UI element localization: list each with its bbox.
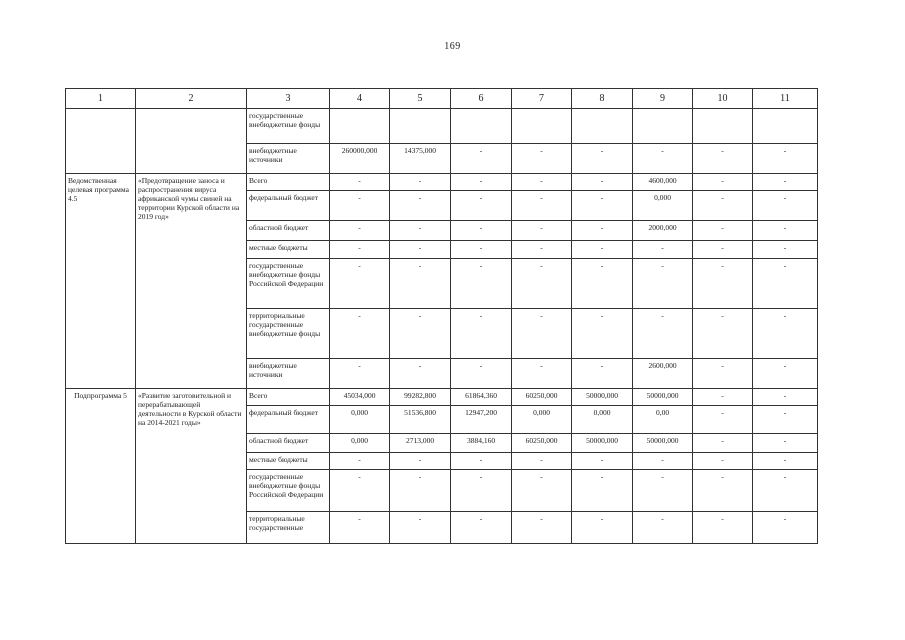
amount-cell: - [693, 359, 753, 389]
amount-cell [512, 109, 572, 144]
column-header: 5 [390, 89, 451, 109]
amount-cell: 260000,000 [330, 144, 390, 174]
amount-cell: - [390, 359, 451, 389]
column-header: 7 [512, 89, 572, 109]
amount-cell: - [512, 309, 572, 359]
amount-cell: - [512, 512, 572, 544]
amount-cell: 4600,000 [633, 174, 693, 191]
amount-cell: - [451, 453, 512, 470]
amount-cell: - [633, 470, 693, 512]
table-row [66, 109, 818, 144]
column-header: 8 [572, 89, 633, 109]
amount-cell: - [753, 174, 818, 191]
amount-cell: - [451, 241, 512, 259]
amount-cell: - [512, 241, 572, 259]
amount-cell: - [753, 512, 818, 544]
page-number: 169 [444, 41, 461, 52]
amount-cell: 3884,160 [451, 434, 512, 453]
amount-cell: - [390, 241, 451, 259]
amount-cell: - [451, 191, 512, 221]
amount-cell: 61864,360 [451, 389, 512, 406]
amount-cell: - [572, 470, 633, 512]
amount-cell: 2713,000 [390, 434, 451, 453]
amount-cell: - [330, 221, 390, 241]
column-header: 9 [633, 89, 693, 109]
amount-cell: - [693, 470, 753, 512]
amount-cell: - [753, 259, 818, 309]
funding-source-cell: внебюджетные источники [247, 359, 330, 389]
funding-source-cell: областной бюджет [247, 434, 330, 453]
amount-cell: - [330, 470, 390, 512]
amount-cell: - [330, 259, 390, 309]
amount-cell: - [451, 309, 512, 359]
amount-cell: - [512, 470, 572, 512]
column-header: 4 [330, 89, 390, 109]
amount-cell: - [693, 191, 753, 221]
amount-cell: - [512, 259, 572, 309]
amount-cell: 12947,200 [451, 406, 512, 434]
amount-cell: - [693, 174, 753, 191]
amount-cell: - [512, 174, 572, 191]
amount-cell: - [390, 512, 451, 544]
amount-cell: - [572, 512, 633, 544]
program-name-cell [136, 109, 247, 174]
amount-cell: - [390, 191, 451, 221]
amount-cell: - [451, 174, 512, 191]
amount-cell: - [330, 359, 390, 389]
amount-cell: - [390, 259, 451, 309]
budget-table [65, 88, 818, 544]
amount-cell: - [451, 470, 512, 512]
amount-cell: - [693, 453, 753, 470]
amount-cell: - [753, 434, 818, 453]
amount-cell: - [633, 309, 693, 359]
amount-cell: - [512, 453, 572, 470]
amount-cell: - [693, 309, 753, 359]
amount-cell [390, 109, 451, 144]
funding-source-cell: местные бюджеты [247, 241, 330, 259]
amount-cell: - [693, 259, 753, 309]
amount-cell: - [451, 144, 512, 174]
amount-cell: - [512, 359, 572, 389]
amount-cell: 50000,000 [572, 434, 633, 453]
amount-cell [633, 109, 693, 144]
amount-cell: - [572, 191, 633, 221]
amount-cell: - [693, 512, 753, 544]
amount-cell [451, 109, 512, 144]
table-row [66, 174, 818, 191]
column-header: 10 [693, 89, 753, 109]
amount-cell: - [572, 359, 633, 389]
amount-cell: 0,000 [330, 406, 390, 434]
amount-cell: - [753, 453, 818, 470]
amount-cell: - [330, 241, 390, 259]
amount-cell: - [753, 359, 818, 389]
funding-source-cell: государственные внебюджетные фонды Российской Федерации [247, 259, 330, 309]
column-header: 6 [451, 89, 512, 109]
amount-cell: - [330, 174, 390, 191]
amount-cell: 50000,000 [572, 389, 633, 406]
funding-source-cell: Всего [247, 174, 330, 191]
column-number-row [66, 89, 818, 109]
amount-cell: - [693, 406, 753, 434]
amount-cell: - [572, 453, 633, 470]
funding-source-cell: внебюджетные источники [247, 144, 330, 174]
amount-cell: 14375,000 [390, 144, 451, 174]
amount-cell: - [390, 221, 451, 241]
amount-cell: - [693, 241, 753, 259]
amount-cell [330, 109, 390, 144]
amount-cell: 60250,000 [512, 434, 572, 453]
amount-cell: - [753, 406, 818, 434]
program-status-cell: Ведомственная целевая программа 4.5 [66, 174, 136, 389]
amount-cell: 0,000 [572, 406, 633, 434]
amount-cell: - [330, 191, 390, 221]
amount-cell: - [572, 259, 633, 309]
amount-cell: - [572, 309, 633, 359]
amount-cell: - [693, 144, 753, 174]
funding-source-cell: государственные внебюджетные фонды [247, 109, 330, 144]
amount-cell: - [572, 241, 633, 259]
amount-cell: - [512, 191, 572, 221]
amount-cell: - [330, 309, 390, 359]
status-cell [66, 109, 136, 174]
funding-source-cell: местные бюджеты [247, 453, 330, 470]
amount-cell: - [451, 359, 512, 389]
amount-cell: - [753, 191, 818, 221]
amount-cell: - [633, 241, 693, 259]
amount-cell: - [390, 470, 451, 512]
amount-cell: - [693, 434, 753, 453]
amount-cell: 2600,000 [633, 359, 693, 389]
program-name-cell: «Развитие заготовительной и перерабатывающей деятельности в Курской области на 2014-2021 годы» [136, 389, 247, 544]
amount-cell: - [753, 144, 818, 174]
amount-cell: - [512, 144, 572, 174]
program-status-cell: Подпрограмма 5 [66, 389, 136, 544]
amount-cell: 0,000 [512, 406, 572, 434]
amount-cell: - [753, 470, 818, 512]
amount-cell: 51536,800 [390, 406, 451, 434]
funding-source-cell: государственные внебюджетные фонды Российской Федерации [247, 470, 330, 512]
amount-cell: - [572, 174, 633, 191]
amount-cell: 0,000 [633, 191, 693, 221]
amount-cell: - [390, 309, 451, 359]
amount-cell: - [693, 221, 753, 241]
amount-cell: 45034,000 [330, 389, 390, 406]
amount-cell: - [753, 389, 818, 406]
amount-cell: - [633, 259, 693, 309]
funding-source-cell: федеральный бюджет [247, 191, 330, 221]
amount-cell: - [753, 309, 818, 359]
column-header: 3 [247, 89, 330, 109]
column-header: 11 [753, 89, 818, 109]
amount-cell: - [693, 389, 753, 406]
amount-cell: 50000,000 [633, 434, 693, 453]
amount-cell [693, 109, 753, 144]
amount-cell: - [451, 221, 512, 241]
amount-cell: - [390, 453, 451, 470]
amount-cell: 50000,000 [633, 389, 693, 406]
amount-cell: - [753, 241, 818, 259]
funding-source-cell: территориальные государственные [247, 512, 330, 544]
amount-cell: 0,000 [330, 434, 390, 453]
amount-cell: 0,00 [633, 406, 693, 434]
amount-cell: - [633, 453, 693, 470]
column-header: 2 [136, 89, 247, 109]
amount-cell [753, 109, 818, 144]
amount-cell: - [633, 512, 693, 544]
amount-cell: 2000,000 [633, 221, 693, 241]
program-name-cell: «Предотвращение заноса и распространения вируса африканской чумы свиней на территории Курской области на 2019 год» [136, 174, 247, 389]
amount-cell: - [451, 259, 512, 309]
table-row [66, 389, 818, 406]
amount-cell: 60250,000 [512, 389, 572, 406]
column-header: 1 [66, 89, 136, 109]
amount-cell: 99282,800 [390, 389, 451, 406]
funding-source-cell: территориальные государственные внебюджетные фонды [247, 309, 330, 359]
amount-cell: - [330, 453, 390, 470]
funding-source-cell: Всего [247, 389, 330, 406]
amount-cell: - [330, 512, 390, 544]
amount-cell: - [633, 144, 693, 174]
funding-source-cell: областной бюджет [247, 221, 330, 241]
amount-cell [572, 109, 633, 144]
amount-cell: - [572, 144, 633, 174]
amount-cell: - [512, 221, 572, 241]
amount-cell: - [753, 221, 818, 241]
amount-cell: - [451, 512, 512, 544]
funding-source-cell: федеральный бюджет [247, 406, 330, 434]
amount-cell: - [390, 174, 451, 191]
amount-cell: - [572, 221, 633, 241]
